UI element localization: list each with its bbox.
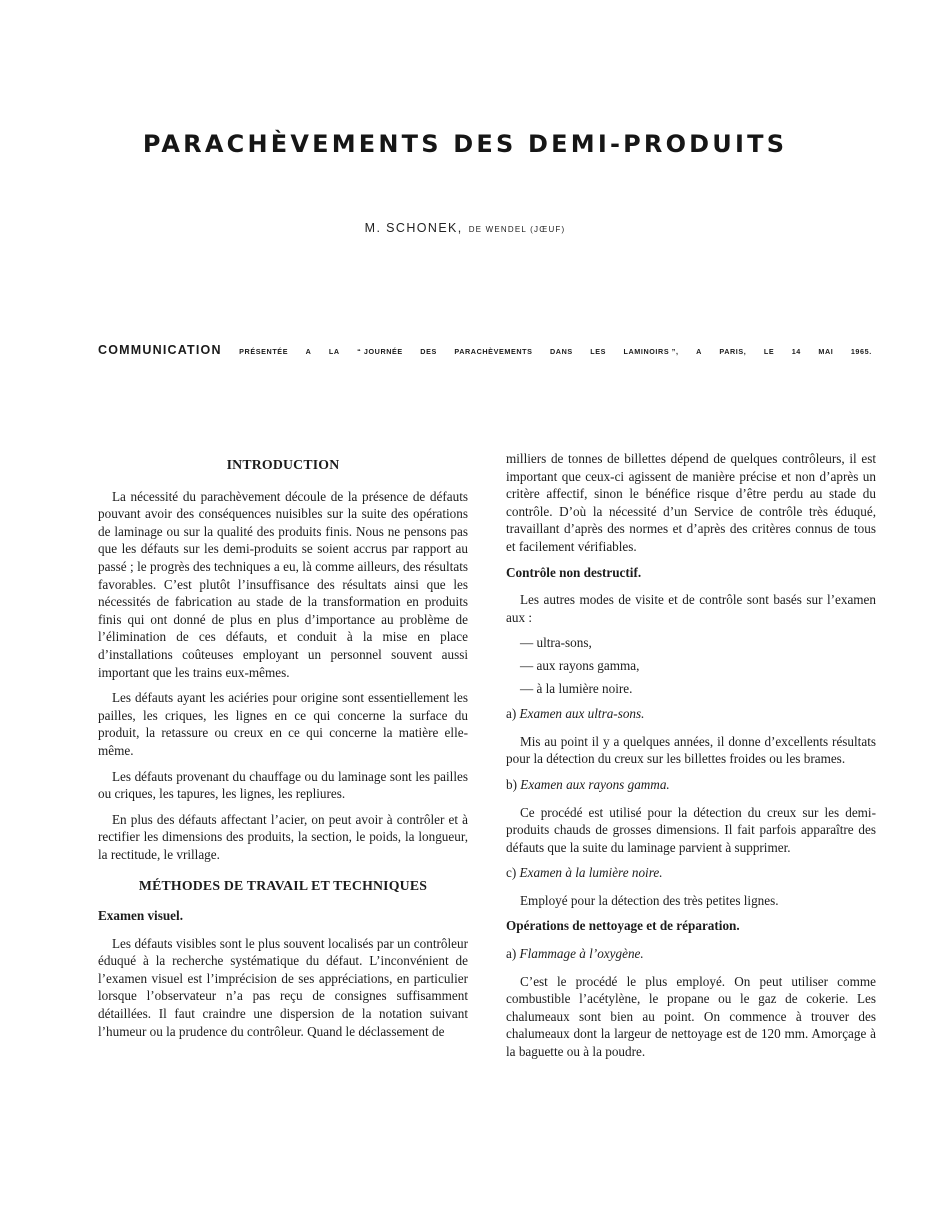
ndt-intro: Les autres modes de visite et de contrôle sont basés sur l’examen aux :	[506, 592, 876, 625]
communication-word: PRÉSENTÉE	[239, 347, 289, 356]
communication-word: 14	[791, 347, 801, 356]
author-line	[0, 221, 930, 235]
continued-paragraph: milliers de tonnes de billettes dépend de quelques contrôleurs, il est important que ceux-ci agissent de manière précise et non d’après un critère affectif, sinon le bénéfice risque d’être perdu au stade du contrôle. D’où la nécessité d’un Service de contrôle très éduqué, travaillant d’après des normes et d’après des critères connus de tous et facilement vérifiables.	[506, 451, 876, 554]
subsection-marker: a)	[506, 706, 517, 722]
list-item: — à la lumière noire.	[520, 680, 633, 696]
subsection-a-text: Mis au point il y a quelques années, il donne d’excellents résultats pour la détection du creux sur les billettes froides ou les brames.	[506, 733, 876, 767]
author-affiliation: DE WENDEL (JŒUF)	[468, 225, 566, 234]
intro-paragraph-3: Les défauts provenant du chauffage ou du laminage sont les pailles ou criques, les tapures, les lignes, les repliures.	[98, 768, 468, 802]
subsection-marker: a)	[506, 946, 517, 962]
subsection-a-heading	[506, 705, 876, 723]
intro-paragraph-2: Les défauts ayant les aciéries pour origine sont essentiellement les pailles, les criques, les lignes en ce qui concerne la surface du produit, la retassure ou creux en ce qui concerne la matière elle-même.	[98, 690, 468, 758]
operations-a-heading	[506, 945, 876, 963]
subsection-marker: b)	[506, 776, 517, 792]
article-title: PARACHÈVEMENTS DES DEMI-PRODUITS	[142, 130, 788, 158]
communication-word: LES	[590, 347, 607, 356]
left-column	[98, 450, 468, 1048]
subsection-b-text: Ce procédé est utilisé pour la détection du creux sur les demi-produits chauds de grosses dimensions. Il fait parfois apparaître des défauts que la suite du laminage parvient à supprimer.	[506, 804, 876, 855]
subsection-title: Examen aux rayons gamma.	[520, 776, 670, 792]
operations-heading: Opérations de nettoyage et de réparation.	[506, 918, 740, 934]
communication-word: LAMINOIRS ”,	[623, 347, 679, 356]
intro-paragraph-1: La nécessité du parachèvement découle de la présence de défauts pouvant avoir des conséquences nuisibles sur la suite des opérations de laminage ou sur la qualité des produits finis. Nous ne pensons pas que les défauts sur les demi-produits se soient accrus par rapport au passé ; le progrès des techniques a eu, là comme ailleurs, des résultats favorables. C’est plutôt l’insuffisance des résultats ainsi que les nécessités de fabrication au stade de la transformation en produits finis qui ont donné de plus en plus d’importance au problème de l’élimination de ces défauts, et conduit à la mise en place d’installations coûteuses employant un personnel souvent aussi important que les trains eux-mêmes.	[98, 488, 468, 680]
intro-paragraph-4: En plus des défauts affectant l’acier, on peut avoir à contrôler et à rectifier les dimensions des produits, la section, le poids, la longueur, la rectitude, le vrillage.	[98, 811, 468, 862]
communication-word: DES	[420, 347, 437, 356]
ndt-heading: Contrôle non destructif.	[506, 564, 642, 580]
list-item: — ultra-sons,	[520, 635, 592, 651]
communication-lead: COMMUNICATION	[98, 343, 222, 357]
visual-exam-paragraph: Les défauts visibles sont le plus souvent localisés par un contrôleur éduqué à la recherche systématique du défaut. L’inconvénient de l’examen visuel est l’imprécision de ses appréciations, en particulier lorsque l’observateur n’a pas reçu de consignes suffisamment détaillées. Il faut craindre une dispersion de la notation suivant l’humeur ou la prudence du contrôleur. Quand le déclassement de	[98, 935, 468, 1039]
author-name: M. SCHONEK,	[364, 221, 463, 235]
right-column	[506, 450, 876, 1069]
subsection-c-heading	[506, 864, 876, 882]
communication-word: A	[305, 347, 312, 356]
communication-word: DANS	[549, 347, 573, 356]
subsection-title: Flammage à l’oxygène.	[519, 946, 644, 962]
operations-a-text: C’est le procédé le plus employé. On peut utiliser comme combustible l’acétylène, le propane ou le gaz de cokerie. Les chalumeaux sont bien au point. On commence à trouver des chalumeaux dont la largeur de nettoyage est de 120 mm. Amorçage à la baguette ou à la poudre.	[506, 973, 876, 1060]
ndt-list	[520, 634, 876, 697]
communication-word: LE	[763, 347, 775, 356]
communication-line	[98, 343, 872, 357]
subsection-c-text: Employé pour la détection des très petites lignes.	[520, 892, 779, 908]
communication-word: 1965.	[850, 347, 872, 356]
subsection-title: Examen aux ultra-sons.	[519, 706, 645, 722]
subsection-b-heading	[506, 776, 876, 794]
communication-word: LA	[328, 347, 340, 356]
introduction-heading: INTRODUCTION	[226, 457, 340, 472]
communication-word: MAI	[818, 347, 834, 356]
subsection-marker: c)	[506, 865, 517, 881]
list-item: — aux rayons gamma,	[520, 657, 640, 673]
communication-word: PARACHÈVEMENTS	[454, 347, 533, 356]
visual-exam-heading: Examen visuel.	[98, 908, 183, 924]
communication-word: “ JOURNÉE	[357, 347, 403, 356]
subsection-title: Examen à la lumière noire.	[519, 865, 663, 881]
communication-word: PARIS,	[719, 347, 747, 356]
methods-heading: MÉTHODES DE TRAVAIL ET TECHNIQUES	[138, 878, 428, 894]
communication-word: A	[696, 347, 702, 356]
